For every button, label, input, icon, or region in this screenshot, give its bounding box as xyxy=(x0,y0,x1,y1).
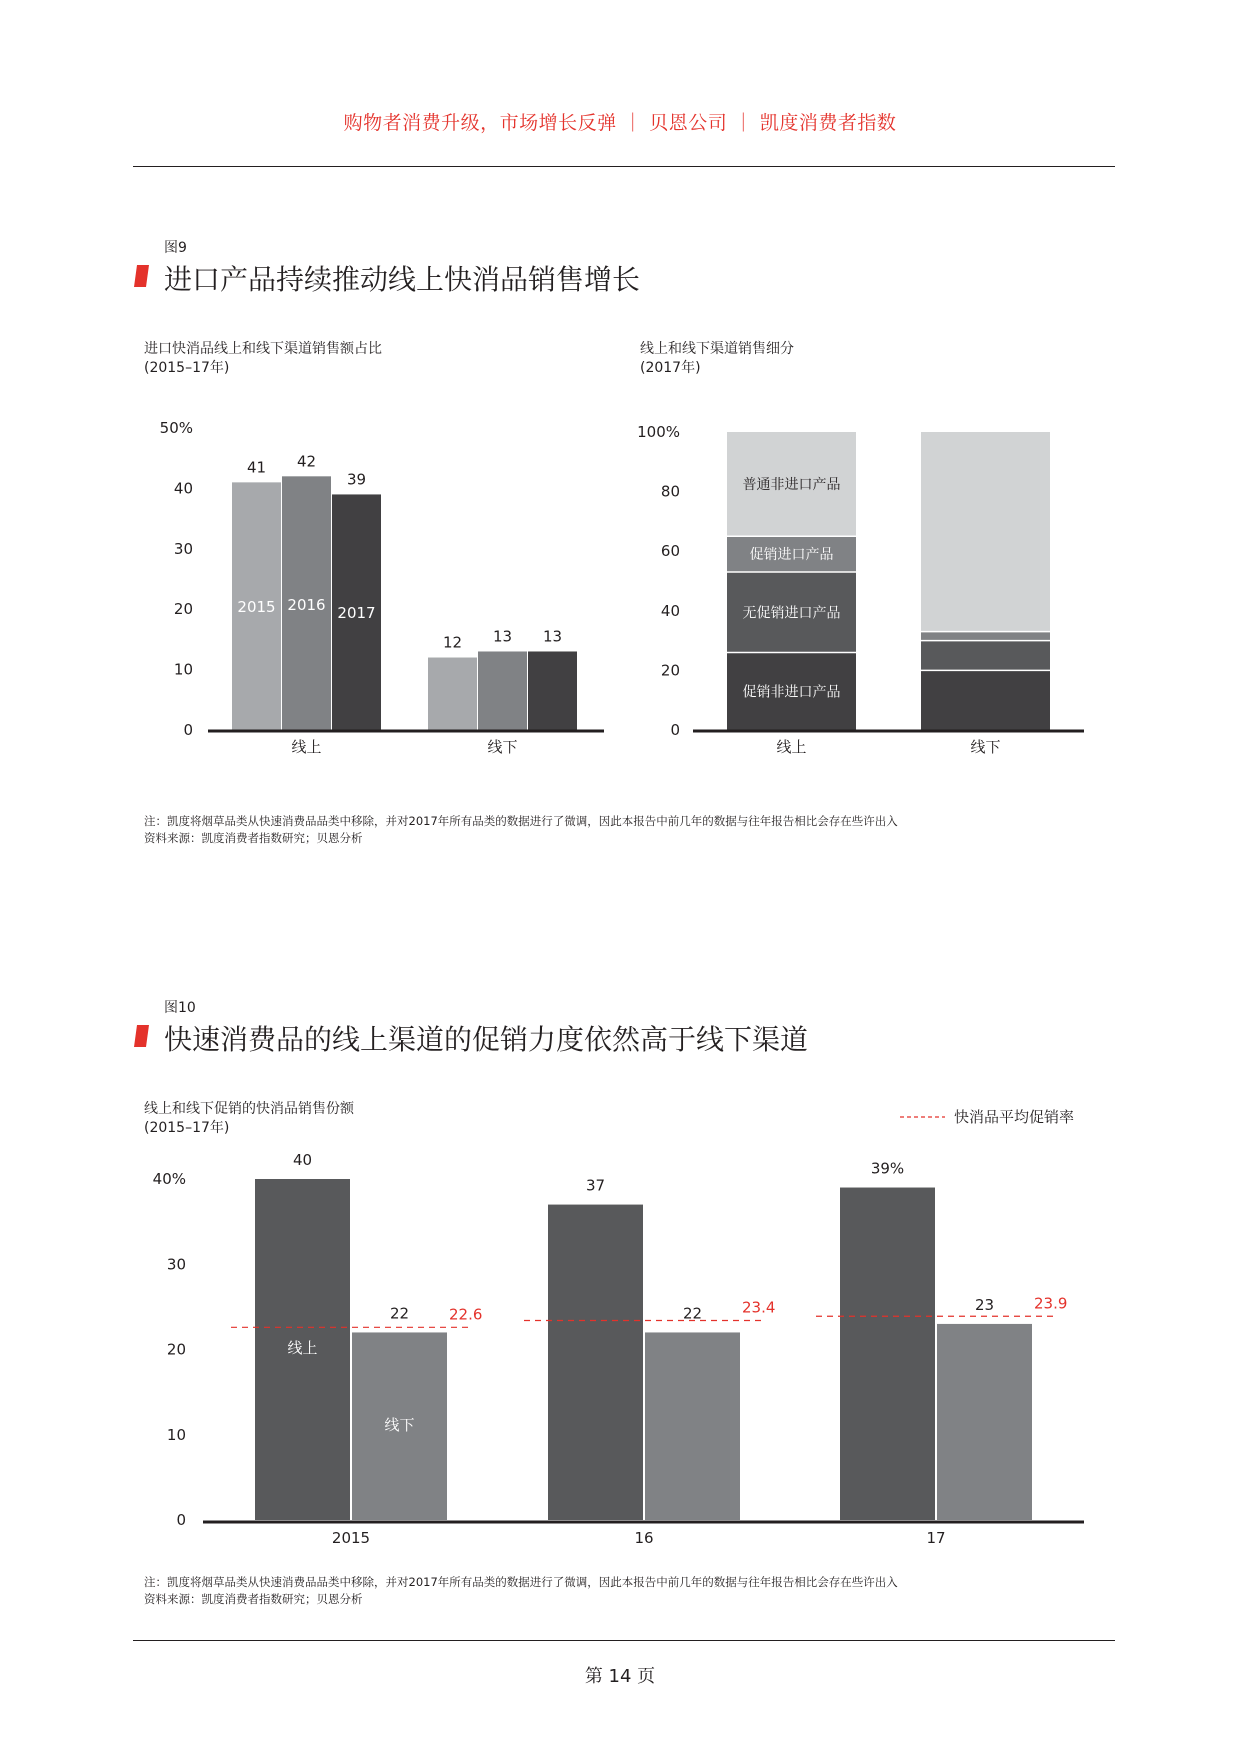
figure-10-title: 快速消费品的线上渠道的促销力度依然高于线下渠道 xyxy=(164,1023,809,1056)
chart-2-stack-segment xyxy=(921,641,1050,671)
footer-divider xyxy=(133,1640,1115,1641)
chart-3-bar xyxy=(840,1188,935,1520)
figure-9-note: 注：凯度将烟草品类从快速消费品品类中移除，并对2017年所有品类的数据进行了微调，因此本报告中前几年的数据与往年报告相比会存在些许出入 xyxy=(144,814,898,828)
chart-2-subtitle-line-1: 线上和线下渠道销售细分 xyxy=(640,341,794,357)
chart-1-subtitle-line-1: 进口快消品线上和线下渠道销售额占比 xyxy=(144,341,382,357)
chart-1-data-label: 39 xyxy=(346,470,367,489)
chart-1-data-label: 12 xyxy=(442,633,463,652)
chart-1-y-tick: 50% xyxy=(159,419,193,437)
figure-10-notes xyxy=(144,1574,898,1608)
chart-2-x-label: 线上 xyxy=(776,738,807,756)
figure-9-title: 进口产品持续推动线上快消品销售增长 xyxy=(164,263,641,296)
chart-2-x-label: 线下 xyxy=(970,738,1001,756)
chart-1-bar xyxy=(528,651,577,730)
chart-1-x-label: 线上 xyxy=(291,738,322,756)
chart-2-y-tick: 100% xyxy=(637,423,680,441)
chart-3-x-label: 2015 xyxy=(331,1529,371,1547)
chart-1-data-label: 42 xyxy=(296,452,317,471)
chart-3-bar xyxy=(937,1324,1032,1520)
chart-1-series-label: 2015 xyxy=(237,598,276,616)
chart-2-subtitle-line-2: (2017年) xyxy=(640,360,701,376)
chart-3-data-label: 22 xyxy=(389,1304,410,1323)
chart-1-bar xyxy=(478,651,527,730)
chart-3-legend-label: 快消品平均促销率 xyxy=(954,1108,1075,1126)
chart-1-y-tick: 0 xyxy=(183,721,193,739)
chart-1-x-label: 线下 xyxy=(487,738,518,756)
chart-3-data-label: 39% xyxy=(870,1159,905,1178)
figure-10-marker-icon xyxy=(134,1025,149,1047)
chart-3-bar xyxy=(645,1332,740,1520)
chart-3-y-tick: 40% xyxy=(152,1170,186,1188)
chart-2-segment-label: 促销非进口产品 xyxy=(742,684,841,701)
chart-1-subtitle-line-2: (2015–17年) xyxy=(144,360,230,376)
figure-10-source: 资料来源：凯度消费者指数研究；贝恩分析 xyxy=(144,1592,363,1606)
chart-2-y-tick: 40 xyxy=(660,601,680,620)
chart-1-data-label: 13 xyxy=(492,627,513,646)
chart-3-subtitle-line-1: 线上和线下促销的快消品销售份额 xyxy=(144,1101,354,1117)
chart-3-y-tick: 30 xyxy=(166,1255,186,1274)
chart-1-data-label: 41 xyxy=(246,458,267,477)
chart-3-y-tick: 10 xyxy=(166,1425,186,1444)
chart-3-x-label: 17 xyxy=(926,1529,946,1547)
chart-3-series-label: 线上 xyxy=(287,1339,318,1357)
chart-1-series-label: 2017 xyxy=(337,604,376,622)
figure-9-label: 图9 xyxy=(164,240,187,256)
chart-2-stack-segment xyxy=(921,432,1050,632)
chart-3-reference-label: 23.9 xyxy=(1034,1294,1068,1313)
chart-3-subtitle xyxy=(144,1100,354,1138)
chart-1-y-tick: 10 xyxy=(173,660,193,679)
chart-1-y-tick: 40 xyxy=(173,479,193,498)
figure-9-source: 资料来源：凯度消费者指数研究；贝恩分析 xyxy=(144,831,363,845)
header-title: 购物者消费升级，市场增长反弹 ｜ 贝恩公司 ｜ 凯度消费者指数 xyxy=(343,112,897,134)
page-number: 第 14 页 xyxy=(584,1666,656,1687)
figure-10-note: 注：凯度将烟草品类从快速消费品品类中移除，并对2017年所有品类的数据进行了微调，因此本报告中前几年的数据与往年报告相比会存在些许出入 xyxy=(144,1575,898,1589)
chart-3-data-label: 22 xyxy=(682,1304,703,1323)
chart-3-reference-label: 23.4 xyxy=(742,1298,776,1317)
chart-3-x-label: 16 xyxy=(634,1529,654,1547)
chart-3-y-tick: 20 xyxy=(166,1340,186,1359)
chart-3-data-label: 37 xyxy=(585,1176,606,1195)
chart-2-stack-segment xyxy=(921,670,1050,730)
chart-1-bar xyxy=(428,658,477,730)
chart-3-reference-label: 22.6 xyxy=(449,1305,483,1324)
chart-1-series-label: 2016 xyxy=(287,596,326,614)
chart-1-y-tick: 20 xyxy=(173,600,193,619)
chart-1-data-label: 13 xyxy=(542,627,563,646)
chart-3-y-tick: 0 xyxy=(176,1511,186,1529)
chart-3-data-label: 23 xyxy=(974,1295,995,1314)
chart-2-y-tick: 60 xyxy=(660,542,680,561)
chart-2-y-tick: 80 xyxy=(660,482,680,501)
chart-2-stack-segment xyxy=(921,632,1050,641)
chart-1-y-tick: 30 xyxy=(173,539,193,558)
chart-3-series-label: 线下 xyxy=(384,1416,415,1434)
chart-2-y-tick: 0 xyxy=(670,721,680,739)
chart-3-subtitle-line-2: (2015–17年) xyxy=(144,1120,230,1136)
chart-2-segment-label: 无促销进口产品 xyxy=(742,605,841,622)
chart-2-segment-label: 促销进口产品 xyxy=(749,547,834,564)
figure-10-label: 图10 xyxy=(164,1000,196,1016)
chart-2-y-tick: 20 xyxy=(660,661,680,680)
chart-3-bar xyxy=(548,1205,643,1520)
figure-9-notes xyxy=(144,813,898,847)
chart-2-segment-label: 普通非进口产品 xyxy=(742,477,841,494)
chart-3-data-label: 40 xyxy=(292,1151,313,1169)
